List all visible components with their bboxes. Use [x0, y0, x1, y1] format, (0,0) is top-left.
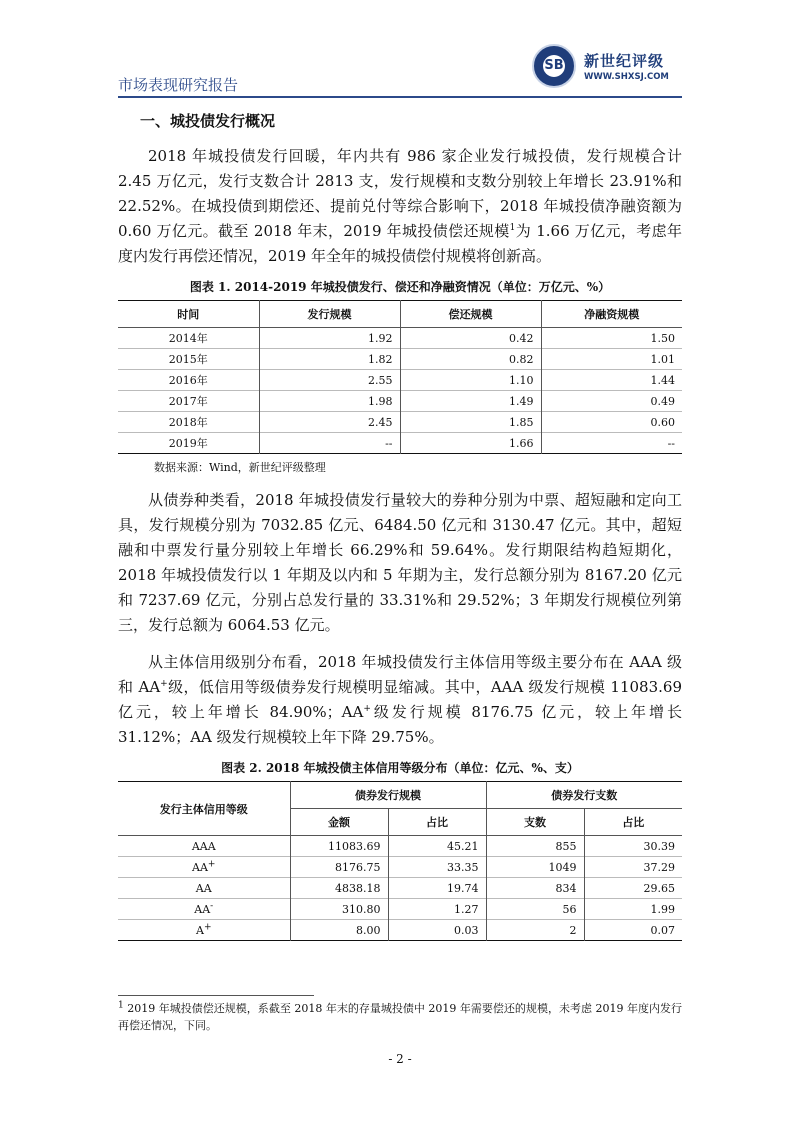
- footnote: [118, 1000, 682, 1034]
- table-cell: 0.07: [584, 920, 682, 941]
- page-content: [118, 108, 682, 941]
- table-row: [118, 349, 682, 370]
- table-cell: 2.55: [259, 370, 400, 391]
- rating-superscript: +: [203, 921, 212, 932]
- rating-superscript: -: [210, 900, 214, 911]
- paragraph-3-part-a: 从主体信用级别分布看，2018 年城投债发行主体信用等级主要分布在 AAA 级和 AA: [118, 653, 682, 696]
- table-cell: 1.92: [259, 328, 400, 349]
- table-cell: 2.45: [259, 412, 400, 433]
- table-cell: 33.35: [388, 857, 486, 878]
- table-cell: 0.49: [541, 391, 682, 412]
- table-2-caption: 图表 2. 2018 年城投债主体信用等级分布（单位：亿元、%、支）: [221, 761, 579, 775]
- table-cell: 1.66: [400, 433, 541, 454]
- table-row: [118, 370, 682, 391]
- table-cell: 0.82: [400, 349, 541, 370]
- table-2: [118, 781, 682, 941]
- table-1-caption: 图表 1. 2014-2019 年城投债发行、偿还和净融资情况（单位：万亿元、%）: [189, 280, 611, 294]
- paragraph-1-part-a: 2018 年城投债发行回暖，年内共有 986 家企业发行城投债，发行规模合计 2.45 万亿元，发行支数合计 2813 支，发行规模和支数分别较上年增长 23.91%和 22.52%。在城投债到期偿还、提前兑付等综合影响下，2018 年城投债净融资额为 0.60 万亿元。截至 2018 年末，2019 年城投债偿还规模: [118, 147, 682, 240]
- table-2-rating-header: 发行主体信用等级: [118, 782, 290, 836]
- table-cell: 310.80: [290, 899, 388, 920]
- table-row: [118, 328, 682, 349]
- table-cell: 1.99: [584, 899, 682, 920]
- table-cell: 8176.75: [290, 857, 388, 878]
- table-cell: 1.49: [400, 391, 541, 412]
- rating-superscript: +: [207, 858, 216, 869]
- table-cell: --: [259, 433, 400, 454]
- table-cell: 1.27: [388, 899, 486, 920]
- paragraph-3-part-b: 级，低信用等级债券发行规模明显缩减。其中，AAA 级发行规模 11083.69 亿元，较上年增长 84.90%；AA: [118, 678, 682, 721]
- table-cell: 37.29: [584, 857, 682, 878]
- table-2-sub-header: 占比: [388, 809, 486, 836]
- table-cell: 855: [486, 836, 584, 857]
- footnote-divider: [118, 995, 314, 996]
- rating-label: AA: [192, 860, 208, 874]
- table-cell: 2019年: [118, 433, 259, 454]
- table-row: [118, 836, 682, 857]
- table-cell: 56: [486, 899, 584, 920]
- table-1-header: 时间: [118, 301, 259, 328]
- table-1-header: 发行规模: [259, 301, 400, 328]
- table-1-header: 净融资规模: [541, 301, 682, 328]
- table-cell: 2014年: [118, 328, 259, 349]
- rating-label: A: [196, 923, 204, 937]
- rating-superscript: +: [160, 679, 168, 689]
- footnote-mark: 1: [118, 1000, 124, 1011]
- table-cell: --: [541, 433, 682, 454]
- report-title: 市场表现研究报告: [118, 76, 239, 94]
- table-cell: 0.42: [400, 328, 541, 349]
- footnote-text: 2019 年城投债偿还规模，系截至 2018 年末的存量城投债中 2019 年需要偿还的规模，未考虑 2019 年度内发行再偿还情况，下同。: [118, 1002, 683, 1032]
- rating-cell: [118, 899, 290, 920]
- page-number: - 2 -: [388, 1052, 412, 1066]
- table-cell: 30.39: [584, 836, 682, 857]
- footnote-ref: 1: [509, 223, 516, 233]
- table-2-group-header: 债券发行支数: [486, 782, 682, 809]
- rating-cell: [118, 836, 290, 857]
- paragraph-1-part-b: 为 1.66 万亿元，考虑年度内发行再偿还情况，2019 年全年的城投债偿付规模将创新高。: [118, 222, 683, 265]
- table-cell: 1.44: [541, 370, 682, 391]
- logo-emblem-icon: [532, 44, 576, 88]
- table-cell: 1.98: [259, 391, 400, 412]
- table-cell: 0.03: [388, 920, 486, 941]
- table-row: [118, 391, 682, 412]
- table-cell: 2: [486, 920, 584, 941]
- table-row: [118, 899, 682, 920]
- logo-chinese-name: 新世纪评级: [584, 52, 665, 70]
- table-cell: 1.82: [259, 349, 400, 370]
- logo-website: WWW.SHXSJ.COM: [584, 72, 669, 82]
- table-2-sub-header: 支数: [486, 809, 584, 836]
- table-cell: 834: [486, 878, 584, 899]
- rating-label: AA: [194, 902, 211, 916]
- table-row: [118, 920, 682, 941]
- rating-label: AAA: [191, 839, 216, 853]
- header-divider: [118, 96, 682, 98]
- table-cell: 2017年: [118, 391, 259, 412]
- table-2-group-row: [118, 782, 682, 809]
- rating-cell: [118, 857, 290, 878]
- paragraph-1: [118, 144, 682, 269]
- table-cell: 4838.18: [290, 878, 388, 899]
- rating-label: AA: [195, 881, 212, 895]
- table-2-sub-header: 金额: [290, 809, 388, 836]
- table-cell: 45.21: [388, 836, 486, 857]
- table-cell: 19.74: [388, 878, 486, 899]
- rating-cell: [118, 920, 290, 941]
- table-cell: 1049: [486, 857, 584, 878]
- table-1-header: 偿还规模: [400, 301, 541, 328]
- table-cell: 2018年: [118, 412, 259, 433]
- table-row: [118, 412, 682, 433]
- page-header: [118, 40, 682, 100]
- table-2-sub-header: 占比: [584, 809, 682, 836]
- table-1-source: 数据来源：Wind，新世纪评级整理: [154, 461, 326, 474]
- rating-cell: [118, 878, 290, 899]
- logo-mark: SB: [543, 55, 565, 77]
- table-cell: 11083.69: [290, 836, 388, 857]
- section-heading: 一、城投债发行概况: [140, 112, 276, 130]
- paragraph-2: 从债券种类看，2018 年城投债发行量较大的券种分别为中票、超短融和定向工具，发行规模分别为 7032.85 亿元、6484.50 亿元和 3130.47 亿元。其中，超短融和中票发行量分别较上年增长 66.29%和 59.64%。发行期限结构趋短期化，2018 年城投债发行以 1 年期及以内和 5 年期为主，发行总额分别为 8167.20 亿元和 7237.69 亿元，分别占总发行量的 33.31%和 29.52%；3 年期发行规模位列第三，发行总额为 6064.53 亿元。: [118, 491, 682, 634]
- table-cell: 2016年: [118, 370, 259, 391]
- table-row: [118, 857, 682, 878]
- rating-superscript: +: [363, 704, 371, 714]
- table-1: [118, 300, 682, 454]
- table-cell: 1.85: [400, 412, 541, 433]
- table-cell: 8.00: [290, 920, 388, 941]
- table-2-group-header: 债券发行规模: [290, 782, 486, 809]
- table-cell: 2015年: [118, 349, 259, 370]
- table-1-header-row: [118, 301, 682, 328]
- paragraph-3: [118, 650, 682, 750]
- table-cell: 1.10: [400, 370, 541, 391]
- company-logo: [532, 44, 682, 92]
- table-row: [118, 433, 682, 454]
- table-cell: 29.65: [584, 878, 682, 899]
- table-cell: 1.50: [541, 328, 682, 349]
- paragraph-3-part-c: 级发行规模 8176.75 亿元，较上年增长 31.12%；AA 级发行规模较上年下降 29.75%。: [118, 703, 682, 746]
- table-cell: 0.60: [541, 412, 682, 433]
- table-cell: 1.01: [541, 349, 682, 370]
- table-row: [118, 878, 682, 899]
